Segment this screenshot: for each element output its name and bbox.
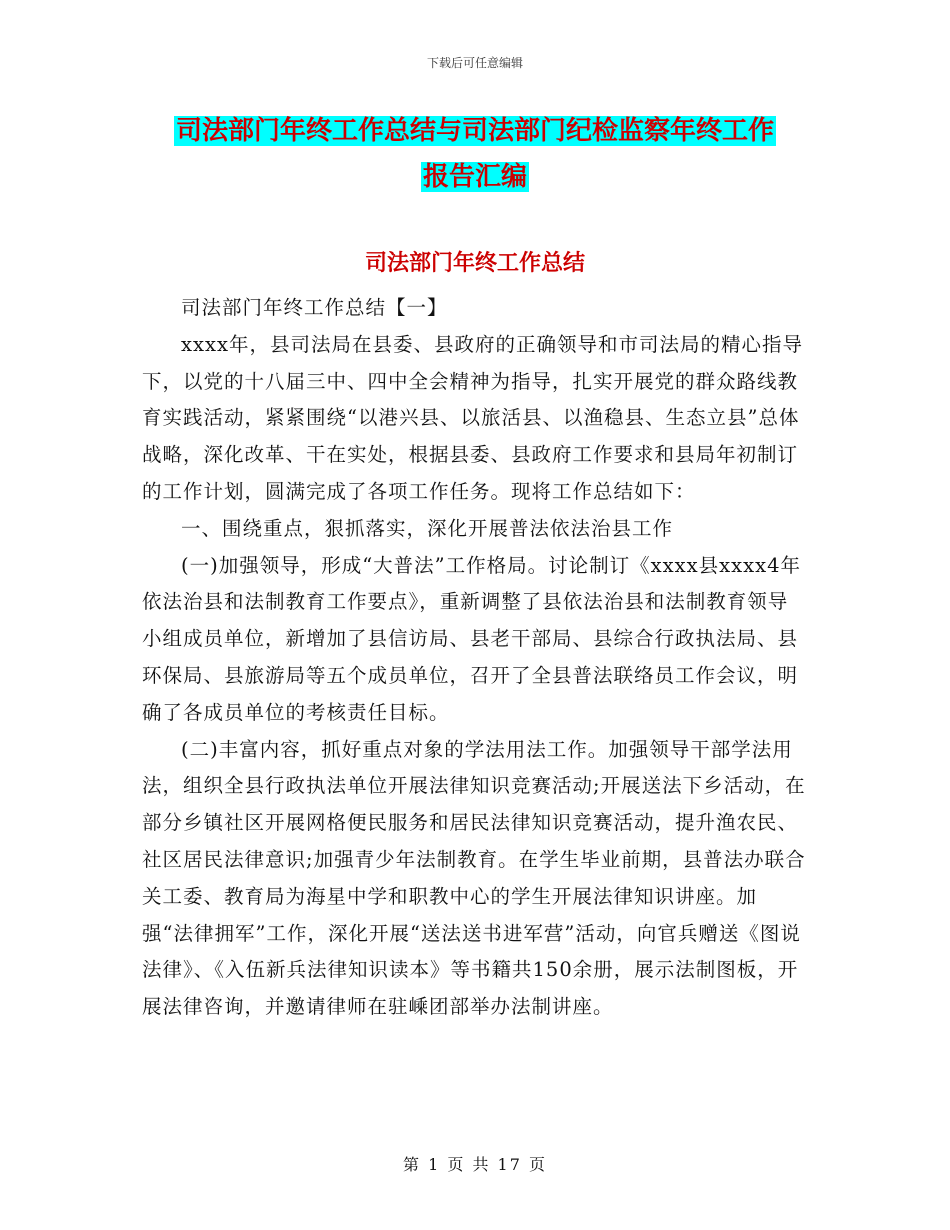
- document-body: [142, 290, 807, 1026]
- page-number: 第 1 页 共 17 页: [403, 1155, 547, 1174]
- section-title: 司法部门年终工作总结: [364, 250, 585, 276]
- document-title: [140, 108, 810, 200]
- paragraph: (一)加强领导，形成“大普法”工作格局。讨论制订《xxxx县xxxx4年依法治县和法制教育工作要点》，重新调整了县依法治县和法制教育领导小组成员单位，新增加了县信访局、县老干部局、县综合行政执法局、县环保局、县旅游局等五个成员单位，召开了全县普法联络员工作会议，明确了各成员单位的考核责任目标。: [142, 553, 802, 724]
- paragraph: (二)丰富内容，抓好重点对象的学法用法工作。加强领导干部学法用法，组织全县行政执法单位开展法律知识竞赛活动;开展送法下乡活动，在部分乡镇社区开展网格便民服务和居民法律知识竞赛活动，提升渔农民、社区居民法律意识;加强青少年法制教育。在学生毕业前期，县普法办联合关工委、教育局为海星中学和职教中心的学生开展法律知识讲座。加强“法律拥军”工作，深化开展“送法送书进军营”活动，向官兵赠送《图说法律》、《入伍新兵法律知识读本》等书籍共150余册，展示法制图板，开展法律咨询，并邀请律师在驻嵊团部举办法制讲座。: [142, 737, 806, 1019]
- subsection-heading: 司法部门年终工作总结【一】: [181, 296, 448, 319]
- document-title-line-1: 司法部门年终工作总结与司法部门纪检监察年终工作: [175, 116, 774, 146]
- document-title-line-2: 报告汇编: [422, 162, 527, 192]
- header-note: 下载后可任意编辑: [426, 56, 523, 70]
- paragraph: 一、围绕重点，狠抓落实，深化开展普法依法治县工作: [181, 516, 674, 540]
- paragraph: xxxx年，县司法局在县委、县政府的正确领导和市司法局的精心指导下，以党的十八届三中、四中全会精神为指导，扎实开展党的群众路线教育实践活动，紧紧围绕“以港兴县、以旅活县、以渔稳县、生态立县”总体战略，深化改革、干在实处，根据县委、县政府工作要求和县局年初制订的工作计划，圆满完成了各项工作任务。现将工作总结如下：: [142, 332, 803, 503]
